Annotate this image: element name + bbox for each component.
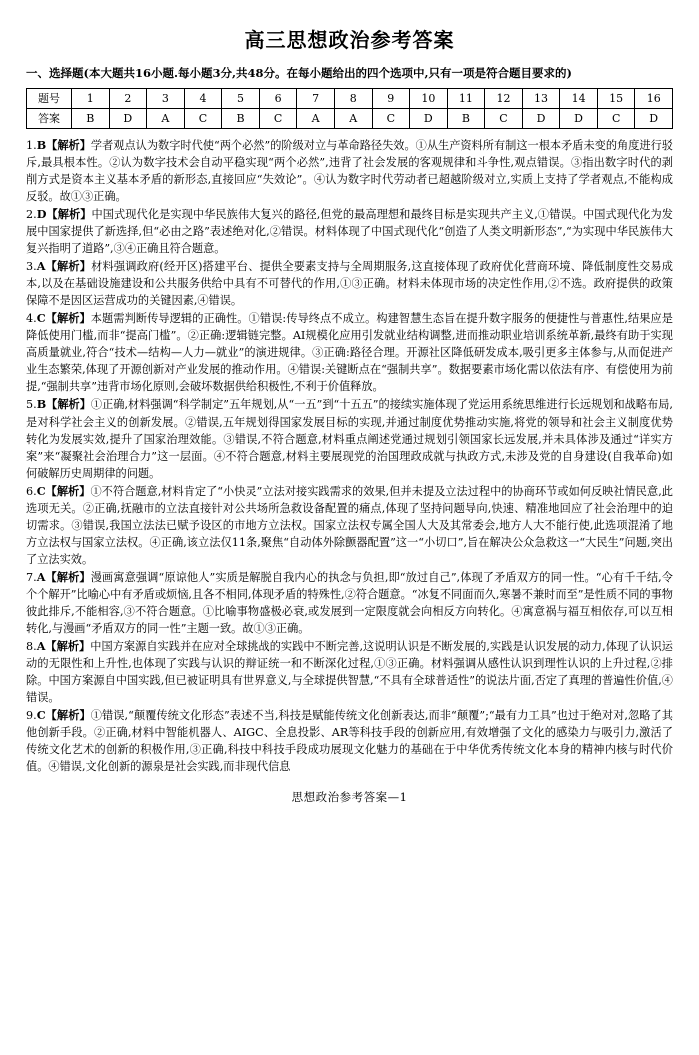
- table-cell: C: [597, 109, 635, 129]
- analysis-text: 本题需判断传导逻辑的正确性。①错误:传导终点不成立。构建智慧生态旨在提升数字服务的便捷性与普惠性,结果应是降低使用门槛,而非“提高门槛”。②正确:逻辑链完整。AI规模化应用引发就业结构调整,进而推动职业培训系统革新,最终有助于实现高质量就业,符合“技术—结构—人力—就业”的演进规律。③正确:路径合理。开源社区降低研发成本,吸引更多主体参与,从而促进产业生态繁荣,体现了开源创新对产业发展的推动作用。④错误:关键断点在“强制共享”。数据要素市场化需以依法有序、有偿使用为前提,“强制共享”违背市场化原则,会破坏数据供给积极性,不利于价值释放。: [26, 312, 673, 394]
- question-number: 6.: [26, 484, 37, 498]
- question-answer: B: [36, 138, 47, 153]
- question-number: 1.: [26, 139, 37, 153]
- footer-text: 思想政治参考答案—1: [291, 789, 408, 804]
- explanation-item: [26, 483, 673, 568]
- analysis-label: 【解析】: [45, 569, 91, 584]
- analysis-label: 【解析】: [46, 207, 92, 222]
- table-cell: 8: [334, 89, 372, 109]
- question-answer: A: [36, 638, 46, 653]
- table-cell: D: [635, 109, 673, 129]
- question-answer: B: [36, 397, 47, 412]
- table-cell: 5: [222, 89, 260, 109]
- question-number: 2.: [26, 208, 37, 222]
- table-cell: 13: [522, 89, 560, 109]
- table-cell: D: [560, 109, 598, 129]
- analysis-text: 材料强调政府(经开区)搭建平台、提供全要素支持与全周期服务,这直接体现了政府优化营商环境、降低制度性交易成本,以及在基础设施建设和公共服务供给中具有不可替代的作用,①③正确。材料未体现市场的决定性作用,②不选。政府提供的政策保障不是因区运营成功的关键因素,④错误。: [26, 260, 673, 308]
- table-cell: C: [184, 109, 222, 129]
- answer-table: [26, 88, 673, 129]
- table-cell: B: [222, 109, 260, 129]
- table-cell: 6: [259, 89, 297, 109]
- question-answer: D: [36, 207, 47, 222]
- question-answer: C: [36, 311, 46, 326]
- question-answer: A: [36, 259, 46, 274]
- table-row-answers: [27, 109, 673, 129]
- page-footer: [26, 785, 673, 805]
- explanation-item: [26, 310, 673, 395]
- analysis-label: 【解析】: [45, 483, 91, 498]
- table-cell: A: [147, 109, 185, 129]
- analysis-label: 【解析】: [45, 259, 92, 274]
- analysis-text: 中国方案源自实践并在应对全球挑战的实践中不断完善,这说明认识是不断发展的,实践是认识发展的动力,体现了认识运动的无限性和上升性,也体现了实践与认识的辩证统一和不断深化过程,①③正确。材料强调从感性认识到理性认识的上升过程,②排除。中国方案源自中国实践,但已被证明具有世界意义,与全球提供智慧,“不具有全球普适性”的说法片面,否定了真理的普遍性价值,④错误。: [26, 639, 673, 704]
- question-number: 7.: [26, 570, 37, 584]
- analysis-text: ①不符合题意,材料肯定了“小快灵”立法对接实践需求的效果,但并未提及立法过程中的协商环节或如何反映社情民意,此选项无关。②正确,抚融市的立法直接针对公共场所急救设备配置的痛点,体现了坚持问题导向,快速、精准地回应了社会治理中的迫切需求。③错误,我国立法法已赋予设区的市地方立法权。国家立法权专属全国人大及其常委会,地方人大不能行使,此选项混淆了地方立法权与国家立法权。④正确,该立法仅11条,聚焦“自动体外除颤器配置”这一“小切口”,旨在解决公众急救这一“大民生”问题,突出了立法实效。: [26, 484, 673, 566]
- analysis-text: 漫画寓意强调“原谅他人”实质是解脱自我内心的执念与负担,即“放过自己”,体现了矛盾双方的同一性。“心有千千结,令个个解开”比喻心中有矛盾或烦恼,且各不相同,体现矛盾的特殊性,②符合题意。“冰复不同面而久,寒暑不兼时而至”是性质不同的事物彼此排斥,不能相容,③不符合题意。①比喻事物盛极必衰,或发展到一定限度就会向相反方向转化。④寓意祸与福互相依存,可以互相转化,与漫画“矛盾双方的同一性”主题一致。故①③正确。: [26, 570, 673, 635]
- analysis-label: 【解析】: [45, 707, 91, 722]
- analysis-text: ①正确,材料强调“科学制定”五年规划,从“一五”到“十五五”的接续实施体现了党运用系统思维进行长远规划和战略布局,是对科学社会主义的创新发展。②错误,五年规划得国家发展目标的实现,并通过制度优势推动实施,将党的领导和社会主义制度优势转化为发展实效,提升了国家治理效能。③错误,不符合题意,材料重点阐述党通过规划引领国家长远发展,并未具体涉及通过“详实方案”来“凝聚社会治理合力”这一层面。④不符合题意,材料主要展现党的治国理政成就与执政方式,未涉及党的自身建设(自我革命)如何破解历史周期律的问题。: [26, 398, 673, 480]
- explanation-item: [26, 638, 673, 706]
- table-cell: 11: [447, 89, 485, 109]
- analysis-label: 【解析】: [45, 638, 91, 653]
- table-cell: 14: [560, 89, 598, 109]
- analysis-text: ①错误,“颠覆传统文化形态”表述不当,科技是赋能传统文化创新表达,而非“颠覆”;“最有力工具”也过于绝对对,忽略了其他创新手段。②正确,材料中智能机器人、AIGC、全息投影、AR等科技手段的创新应用,有效增强了文化的感染力与吸引力,激活了传统文化艺术的创新的积极作用,③正确,科技中科技手段成功展现文化魅力的基础在于中华优秀传统文化本身的精神内核与时代价值。④错误,文化创新的源泉是社会实践,而非现代信息: [26, 708, 673, 773]
- question-answer: C: [36, 483, 46, 498]
- table-cell: 4: [184, 89, 222, 109]
- question-answer: A: [36, 569, 46, 584]
- explanation-item: [26, 206, 673, 257]
- table-cell: B: [72, 109, 110, 129]
- table-cell: D: [109, 109, 147, 129]
- analysis-label: 【解析】: [46, 138, 91, 153]
- table-cell: 9: [372, 89, 410, 109]
- explanation-item: [26, 569, 673, 637]
- question-number: 4.: [26, 312, 37, 326]
- analysis-text: 学者观点认为数字时代使“两个必然”的阶级对立与革命路径失效。①从生产资料所有制这一根本矛盾未变的角度进行驳斥,最具根本性。②认为数字技术会自动平稳实现“两个必然”,违背了社会发展的客观规律和斗争性,观点错误。③指出数字时代的剥削方式是资本主义基本矛盾的新形态,直接回应“失效论”。④认为数字时代劳动者已超越阶级对立,实质上支持了学者观点,不能构成反驳。故①③正确。: [26, 139, 673, 204]
- question-number: 3.: [26, 260, 37, 274]
- table-header-question: 题号: [27, 89, 72, 109]
- table-cell: C: [485, 109, 523, 129]
- explanation-item: [26, 258, 673, 309]
- table-cell: C: [372, 109, 410, 129]
- explanation-item: [26, 137, 673, 205]
- table-cell: 2: [109, 89, 147, 109]
- table-cell: D: [410, 109, 448, 129]
- table-cell: 7: [297, 89, 335, 109]
- table-cell: 15: [597, 89, 635, 109]
- table-cell: 10: [410, 89, 448, 109]
- section-heading: 一、选择题(本大题共16小题.每小题3分,共48分。在每小题给出的四个选项中,只有一项是符合题目要求的): [26, 66, 572, 80]
- question-number: 9.: [26, 708, 37, 722]
- table-cell: B: [447, 109, 485, 129]
- table-cell: A: [334, 109, 372, 129]
- analysis-label: 【解析】: [46, 397, 91, 412]
- table-cell: 1: [72, 89, 110, 109]
- analysis-text: 中国式现代化是实现中华民族伟大复兴的路径,但党的最高理想和最终目标是实现共产主义,①错误。中国式现代化为发展中国家提供了新选择,但“必由之路”表述绝对化,②错误。材料体现了中国式现代化“创造了人类文明新形态”,“为实现中华民族伟大复兴指明了道路”,③④正确且符合题意。: [26, 208, 673, 256]
- question-answer: C: [36, 707, 46, 722]
- table-cell: D: [522, 109, 560, 129]
- table-header-answer: 答案: [27, 109, 72, 129]
- question-number: 5.: [26, 398, 37, 412]
- question-number: 8.: [26, 639, 37, 653]
- explanation-item: [26, 707, 673, 775]
- table-cell: C: [259, 109, 297, 129]
- analysis-label: 【解析】: [45, 311, 91, 326]
- page-title: 高三思想政治参考答案: [244, 28, 455, 52]
- explanation-item: [26, 396, 673, 481]
- table-cell: 12: [485, 89, 523, 109]
- table-cell: 3: [147, 89, 185, 109]
- table-cell: A: [297, 109, 335, 129]
- table-row-question-numbers: [27, 89, 673, 109]
- table-cell: 16: [635, 89, 673, 109]
